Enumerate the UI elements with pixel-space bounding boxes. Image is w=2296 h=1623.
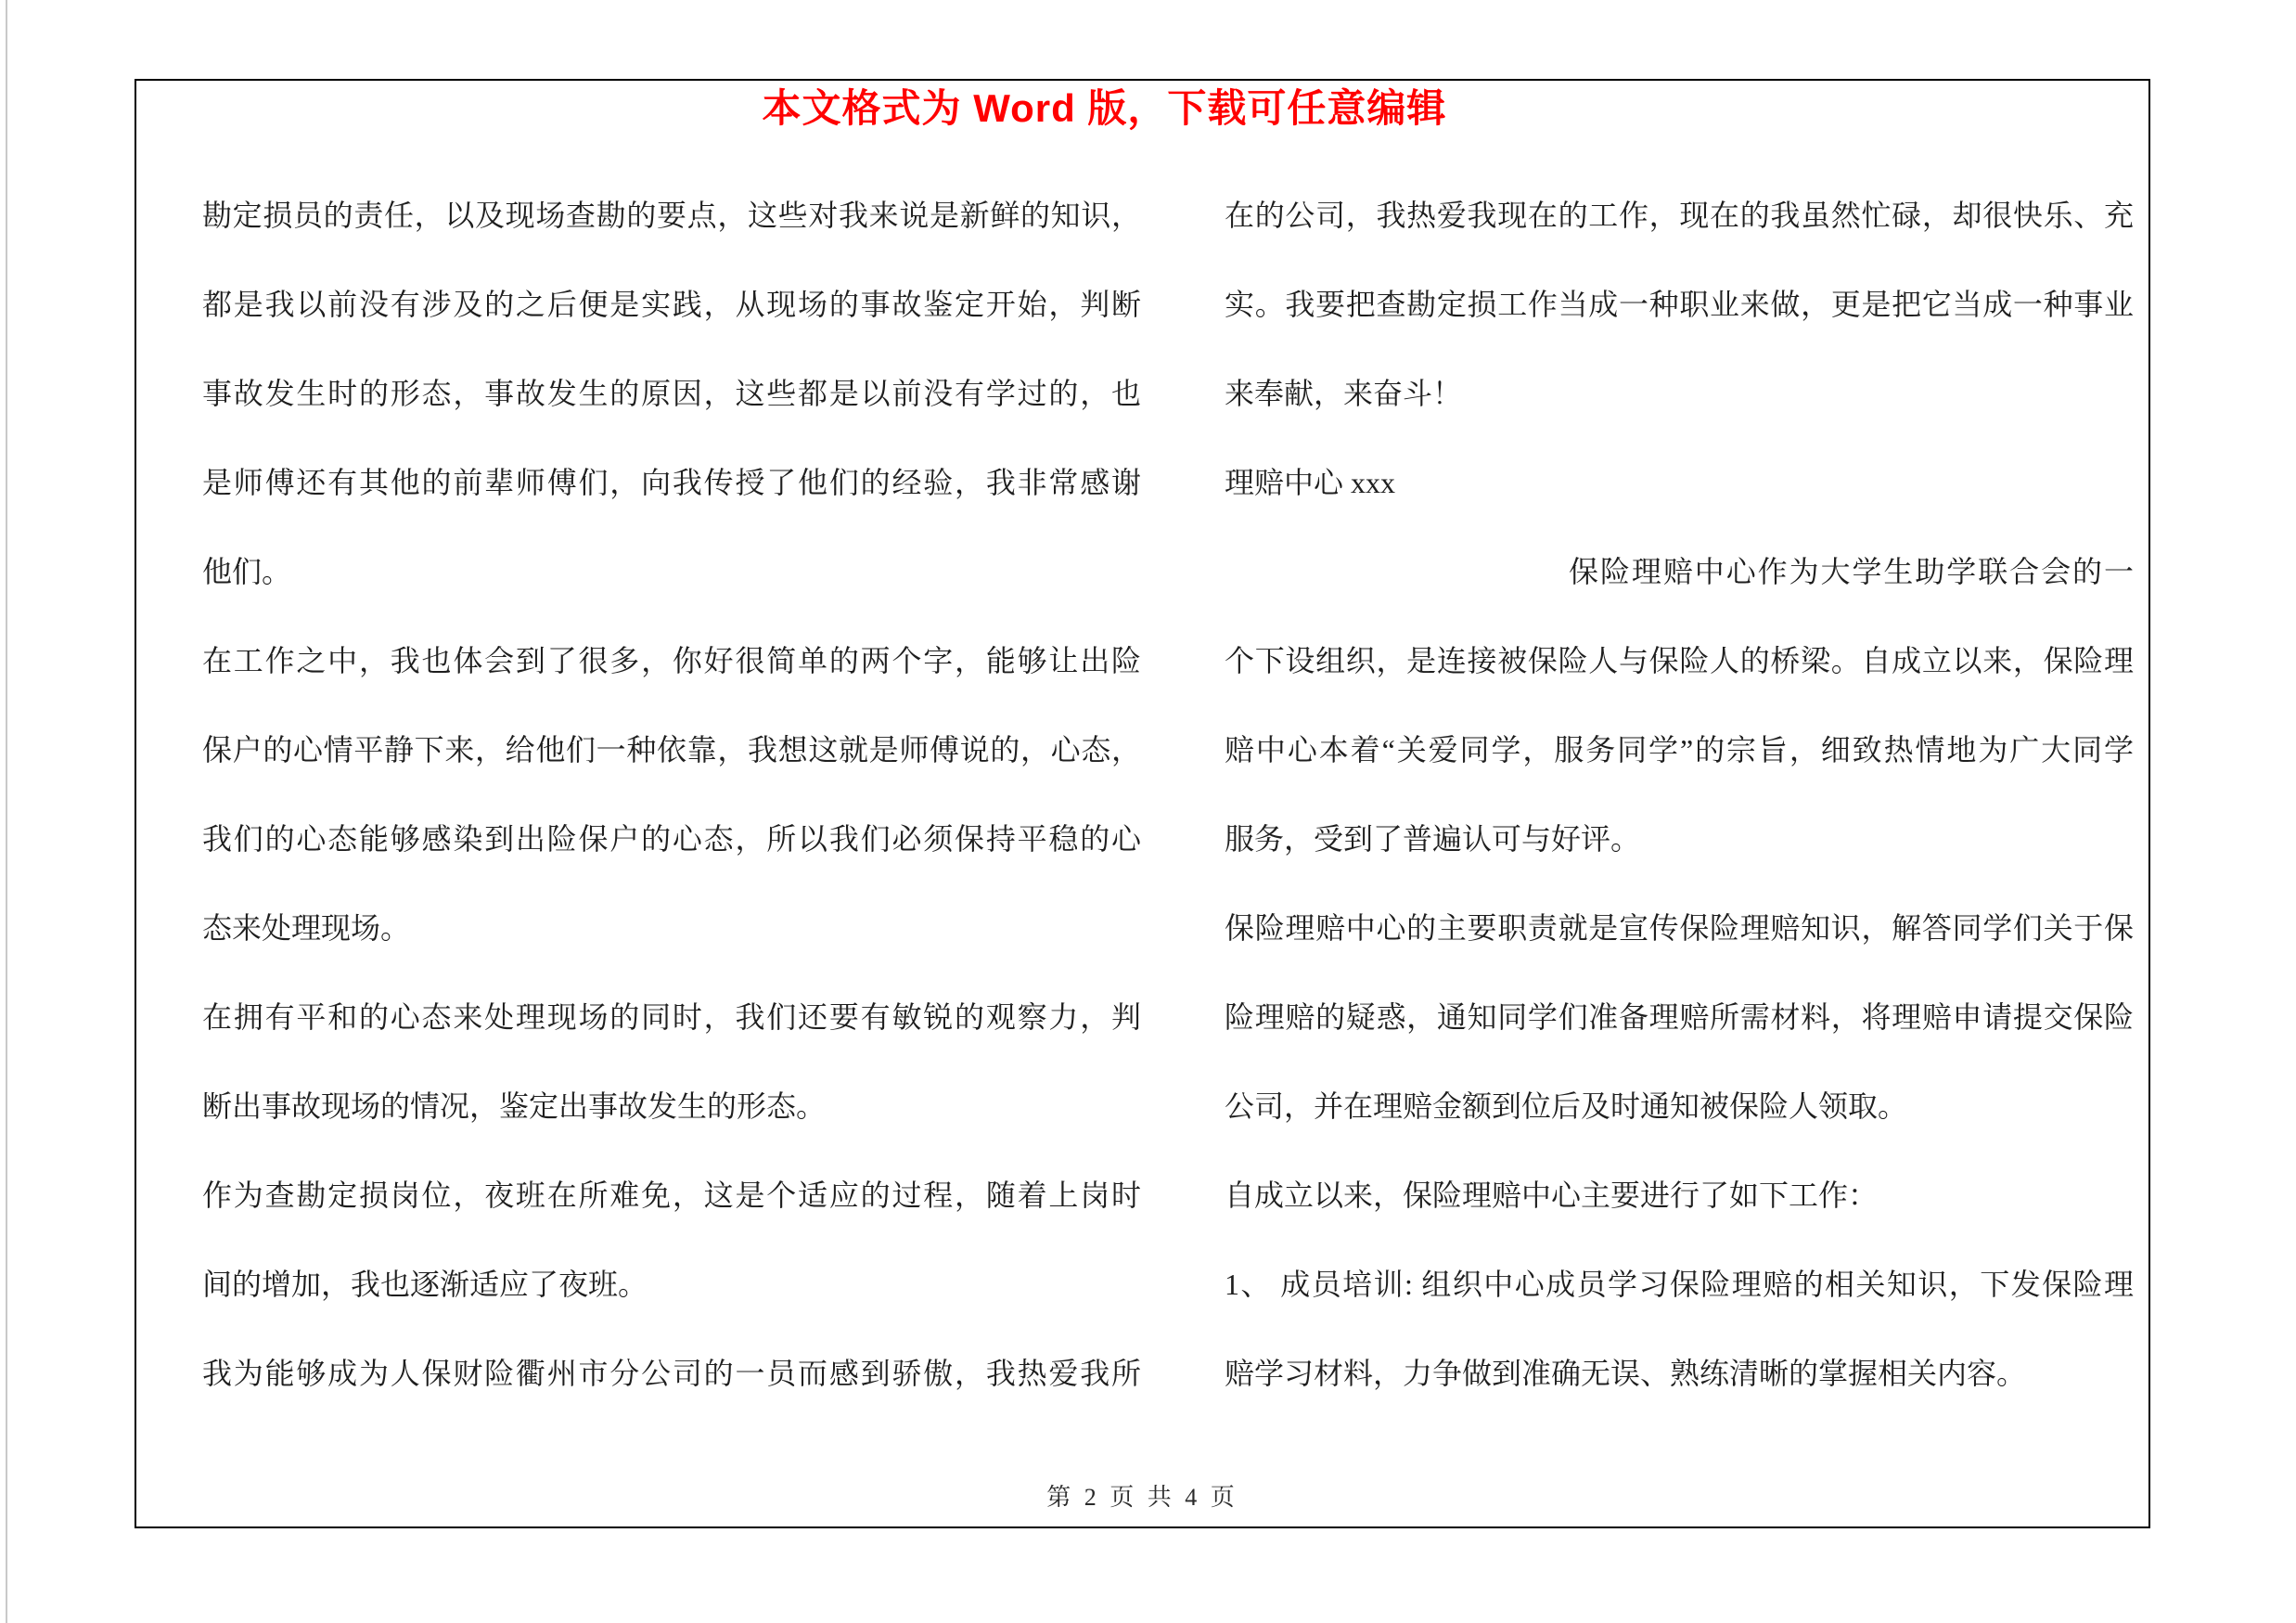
header-notice: 本文格式为 Word 版，下载可任意编辑 bbox=[762, 86, 1447, 130]
text-line: 在工作之中，我也体会到了很多，你好很简单的两个字，能够让出险 bbox=[202, 644, 1141, 677]
text-line: 态来处理现场。 bbox=[202, 911, 411, 945]
text-line: 个下设组织，是连接被保险人与保险人的桥梁。自成立以来，保险理 bbox=[1225, 644, 2134, 677]
page-edge-divider bbox=[6, 0, 7, 1623]
text-line: 事故发生时的形态，事故发生的原因，这些都是以前没有学过的，也 bbox=[202, 377, 1141, 410]
text-line: 间的增加，我也逐渐适应了夜班。 bbox=[202, 1268, 648, 1301]
text-line: 公司，并在理赔金额到位后及时通知被保险人领取。 bbox=[1225, 1089, 1908, 1123]
text-line: 实。我要把查勘定损工作当成一种职业来做，更是把它当成一种事业 bbox=[1225, 288, 2134, 321]
text-line: 来奉献，来奋斗！ bbox=[1225, 377, 1463, 410]
left-text-column bbox=[202, 171, 1141, 1418]
text-line: 在拥有平和的心态来处理现场的同时，我们还要有敏锐的观察力，判 bbox=[202, 1000, 1141, 1034]
footer-page-number: 第 2 页 共 4 页 bbox=[1046, 1484, 1238, 1511]
text-line: 理赔中心 xxx bbox=[1225, 466, 1396, 499]
text-line: 在的公司，我热爱我现在的工作，现在的我虽然忙碌，却很快乐、充 bbox=[1225, 199, 2134, 232]
text-line: 他们。 bbox=[202, 555, 292, 588]
text-line: 赔学习材料，力争做到准确无误、熟练清晰的掌握相关内容。 bbox=[1225, 1357, 2027, 1390]
text-line: 都是我以前没有涉及的之后便是实践，从现场的事故鉴定开始，判断 bbox=[202, 288, 1141, 321]
text-line: 我们的心态能够感染到出险保户的心态，所以我们必须保持平稳的心 bbox=[202, 822, 1141, 856]
text-line: 保险理赔中心的主要职责就是宣传保险理赔知识，解答同学们关于保 bbox=[1225, 911, 2134, 945]
text-line: 1、 成员培训: 组织中心成员学习保险理赔的相关知识，下发保险理 bbox=[1225, 1268, 2134, 1301]
right-text-column bbox=[1225, 171, 2134, 1418]
text-line: 险理赔的疑惑，通知同学们准备理赔所需材料，将理赔申请提交保险 bbox=[1225, 1000, 2134, 1034]
text-line: 保户的心情平静下来，给他们一种依靠，我想这就是师傅说的，心态， bbox=[202, 733, 1141, 766]
text-line: 我为能够成为人保财险衢州市分公司的一员而感到骄傲，我热爱我所 bbox=[202, 1357, 1141, 1390]
text-line: 赔中心本着“关爱同学，服务同学”的宗旨，细致热情地为广大同学 bbox=[1225, 733, 2134, 766]
text-line: 服务，受到了普遍认可与好评。 bbox=[1225, 822, 1641, 856]
text-line: 保险理赔中心作为大学生助学联合会的一 bbox=[1569, 555, 2134, 588]
text-line: 勘定损员的责任，以及现场查勘的要点，这些对我来说是新鲜的知识， bbox=[202, 199, 1141, 232]
text-line: 是师傅还有其他的前辈师傅们，向我传授了他们的经验，我非常感谢 bbox=[202, 466, 1141, 499]
text-line: 断出事故现场的情况，鉴定出事故发生的形态。 bbox=[202, 1089, 827, 1123]
text-line: 作为查勘定损岗位，夜班在所难免，这是个适应的过程，随着上岗时 bbox=[202, 1179, 1141, 1212]
text-line: 自成立以来，保险理赔中心主要进行了如下工作： bbox=[1225, 1179, 1879, 1212]
